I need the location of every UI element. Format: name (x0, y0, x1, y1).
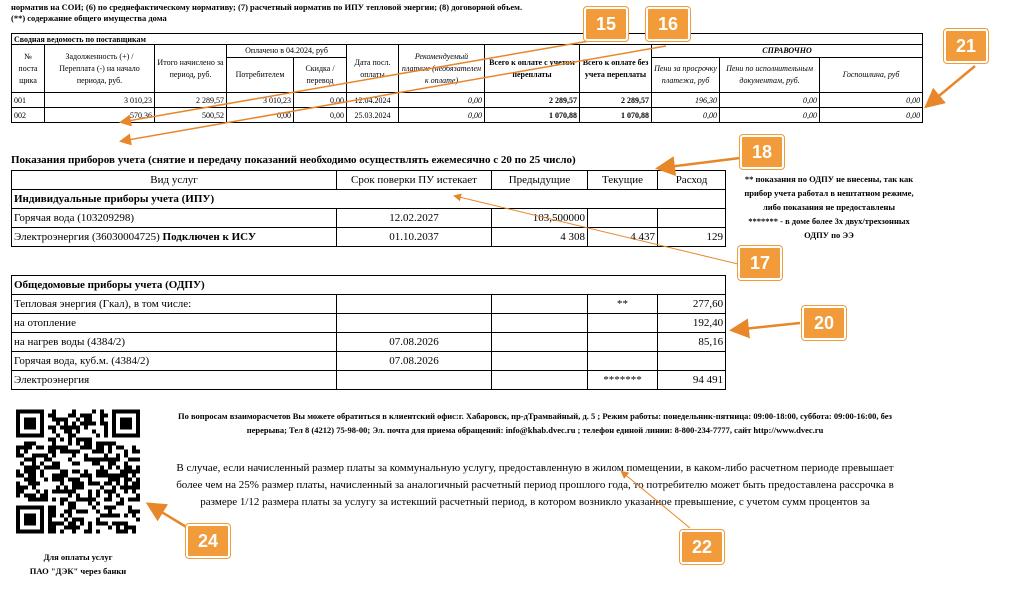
hdr-consumption: Расход (658, 171, 726, 190)
arrow-18 (660, 158, 740, 168)
cell-service: на нагрев воды (4384/2) (12, 333, 337, 352)
cell-consumer: 0,00 (227, 108, 294, 123)
hdr-penalty-exec: Пени по исполнительным документам, руб. (720, 58, 820, 93)
cell-debt: 570,36 (45, 108, 155, 123)
arrow-22 (622, 472, 690, 528)
contact-line1: По вопросам взаиморасчетов Вы можете обратиться в клиентский офис:г. Хабаровск, пр-дТрамвайный, д. 5 ; Режим работы: понедельник-пятница: 09:00-18:00, суббота: 09:00-16:00, без (178, 411, 892, 421)
service-text: Электроэнергия (36030004725) (14, 231, 163, 243)
cell-consumption: 277,60 (658, 295, 726, 314)
cell-check-date: 12.02.2027 (337, 209, 492, 228)
arrow-16 (122, 46, 666, 141)
hdr-service: Вид услуг (12, 171, 337, 190)
arrow-20 (734, 323, 800, 330)
cell-check-date: 07.08.2026 (337, 352, 492, 371)
hdr-debt: Задолженность (+) / Переплата (-) на начало периода, руб. (45, 45, 155, 93)
cell-consumption: 85,16 (658, 333, 726, 352)
cell-last-pay: 12.04.2024 (347, 93, 399, 108)
cell-service: Горячая вода, куб.м. (4384/2) (12, 352, 337, 371)
arrow-21 (928, 66, 975, 105)
cell-service: на отопление (12, 314, 337, 333)
cell-previous: 4 308 (492, 228, 588, 247)
cell-with-overpay: 2 289,57 (485, 93, 580, 108)
qr-caption-line2: ПАО "ДЭК" через банки (29, 566, 127, 576)
cell-with-overpay: 1 070,88 (485, 108, 580, 123)
hdr-ref-group: СПРАВОЧНО (652, 45, 923, 58)
cell-duty: 0,00 (820, 93, 923, 108)
top-note-line2: (**) содержание общего имущества дома (11, 13, 167, 23)
cell-check-date: 01.10.2037 (337, 228, 492, 247)
annotation-badge-24: 24 (186, 524, 230, 558)
hdr-recommended: Рекомендуемый платеж (необязателен к оплате) (399, 45, 485, 93)
annotation-badge-18: 18 (740, 135, 784, 169)
hdr-duty: Госпошлина, руб (820, 58, 923, 93)
hdr-consumer: Потребителем (227, 58, 294, 93)
annotation-badge-21: 21 (944, 29, 988, 63)
cell-without-overpay: 1 070,88 (580, 108, 652, 123)
cell-check-date: 07.08.2026 (337, 333, 492, 352)
arrow-24 (150, 505, 188, 528)
hdr-discount: Скидка / перевод (294, 58, 347, 93)
hdr-paid-group: Оплачено в 04.2024, руб (227, 45, 347, 58)
annotation-badge-17: 17 (738, 246, 782, 280)
cell-consumer: 3 010,23 (227, 93, 294, 108)
cell-last-pay: 25.03.2024 (347, 108, 399, 123)
cell-debt: 3 010,23 (45, 93, 155, 108)
cell-recommended: 0,00 (399, 93, 485, 108)
cell-consumption: 192,40 (658, 314, 726, 333)
cell-total: 2 289,57 (155, 93, 227, 108)
hdr-with-overpay: Всего к оплате с учетом переплаты (485, 45, 580, 93)
installment-line2: более чем на 25% размер платы, начисленный за аналогичный расчетный период прошлого года, то потребителю может быть предоставлена рассрочка в (176, 479, 894, 491)
side-note-line: ** показания по ОДПУ не внесены, так как (744, 174, 914, 184)
side-note-line: либо показания не предоставлены (762, 202, 895, 212)
cell-consumption: 129 (658, 228, 726, 247)
hdr-previous: Предыдущие (492, 171, 588, 190)
hdr-total: Итого начислено за период, руб. (155, 45, 227, 93)
cell-current: 4 437 (588, 228, 658, 247)
cell-without-overpay: 2 289,57 (580, 93, 652, 108)
cell-penalty-exec: 0,00 (720, 108, 820, 123)
contact-line2: перерыва; Тел 8 (4212) 75-98-00; Эл. почта для приема обращений: info@khab.dvec.ru ; телефон единой линии: 8-800-234-7777, сайт http://www.dvec.ru (246, 425, 824, 435)
cell-num: 001 (12, 93, 45, 108)
annotation-badge-15: 15 (584, 7, 628, 41)
cell-recommended: 0,00 (399, 108, 485, 123)
hdr-check-date: Срок поверки ПУ истекает (337, 171, 492, 190)
cell-total: 500,52 (155, 108, 227, 123)
installment-line1: В случае, если начисленный размер платы за коммунальную услугу, предоставленную в жилом помещении, в каком-либо расчетном периоде превышает (176, 462, 894, 474)
hdr-num: № поста щика (12, 45, 45, 93)
cell-num: 002 (12, 108, 45, 123)
service-text: Горячая вода (103209298) (14, 212, 135, 224)
arrow-17 (455, 196, 738, 264)
cell-penalty-late: 0,00 (652, 108, 720, 123)
annotation-badge-22: 22 (680, 530, 724, 564)
hdr-without-overpay: Всего к оплате без учета переплаты (580, 45, 652, 93)
cell-discount: 0,00 (294, 93, 347, 108)
arrow-15 (122, 37, 612, 122)
cell-consumption: 94 491 (658, 371, 726, 390)
summary-title: Сводная ведомость по поставщикам (12, 34, 923, 45)
odpu-title: Общедомовые приборы учета (ОДПУ) (12, 276, 726, 295)
annotation-badge-20: 20 (802, 306, 846, 340)
cell-service: Тепловая энергия (Гкал), в том числе: (12, 295, 337, 314)
top-note-line1: норматив на СОИ; (6) по среднефактическому нормативу; (7) расчетный норматив по ИПУ тепловой энергии; (8) договорной объем. (11, 2, 523, 12)
hdr-penalty-late: Пени за просрочку платежа, руб (652, 58, 720, 93)
side-note-line: прибор учета работал в нештатном режиме, (744, 188, 914, 198)
annotation-badge-16: 16 (646, 7, 690, 41)
installment-line3: размере 1/12 размера платы за услугу за истекший расчетный период, в котором возникло указанное превышение, с учетом сумм процентов за (200, 496, 870, 508)
qr-caption-line1: Для оплаты услуг (43, 552, 113, 562)
cell-duty: 0,00 (820, 108, 923, 123)
hdr-current: Текущие (588, 171, 658, 190)
cell-current: ******* (588, 371, 658, 390)
meters-section-title: Показания приборов учета (снятие и передачу показаний необходимо осуществлять ежемесячно с 20 по 25 число) (11, 154, 576, 166)
ipu-title: Индивидуальные приборы учета (ИПУ) (12, 190, 726, 209)
cell-service: Электроэнергия (12, 371, 337, 390)
cell-penalty-exec: 0,00 (720, 93, 820, 108)
cell-discount: 0,00 (294, 108, 347, 123)
hdr-last-pay: Дата посл. оплаты (347, 45, 399, 93)
cell-current: ** (588, 295, 658, 314)
isu-status: Подключен к ИСУ (162, 231, 257, 243)
cell-previous: 103,500000 (492, 209, 588, 228)
cell-penalty-late: 196,30 (652, 93, 720, 108)
side-note-line: ОДПУ по ЭЭ (804, 230, 854, 240)
side-note-line: ******* - в доме более 3х двух/трехзонных (748, 216, 910, 226)
